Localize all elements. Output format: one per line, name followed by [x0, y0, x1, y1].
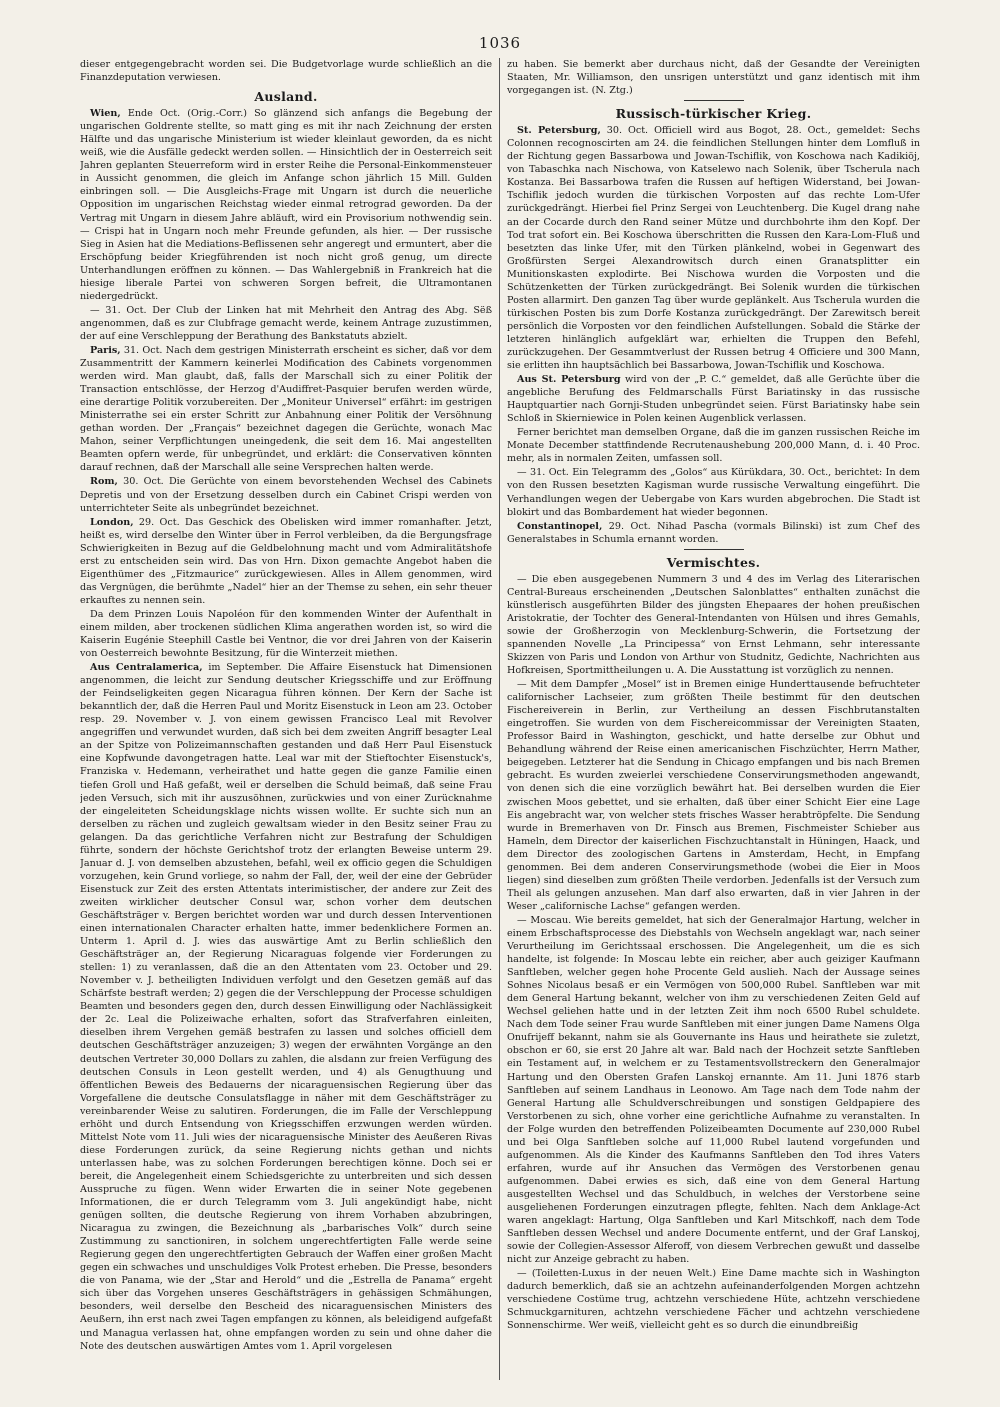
left-intro-text: dieser entgegengebracht worden sei. Die Budgetvorlage wurde schließlich an die Finanzdeputation verwiesen. — [80, 59, 492, 84]
section-divider — [684, 100, 744, 101]
article-text: Ferner berichtet man demselben Organe, daß die im ganzen russischen Reiche im Monate December stattfindende Recrutenaushebung 200,000 Mann, d. i. 40 Proc. mehr, als in normalen Zeiten, umfassen soll. — [507, 427, 920, 465]
dateline-place: St. Petersburg, — [517, 125, 601, 137]
section-heading-krieg: Russisch-türkischer Krieg. — [615, 106, 812, 122]
dateline-place: Wien, — [90, 108, 121, 120]
dateline-place: Aus St. Petersburg — [517, 374, 621, 386]
article-text: 29. Oct. Nihad Pascha (vormals Bilinski) ist zum Chef des Generalstabes in Schumla ernannt worden. — [507, 520, 920, 545]
column-divider — [499, 58, 500, 1380]
dateline-place: London, — [90, 516, 134, 528]
article-paragraph — [507, 373, 920, 425]
article-paragraph — [507, 466, 920, 518]
section-divider — [684, 549, 744, 550]
article-paragraph — [80, 516, 492, 607]
article-paragraph — [507, 520, 920, 546]
dateline-place: Constantinopel, — [517, 520, 603, 532]
article-paragraph — [80, 344, 492, 474]
misc-paragraph: — Moscau. Wie bereits gemeldet, hat sich der Generalmajor Hartung, welcher in einem Erbschaftsprocesse des Diebstahls von Wechseln angeklagt war, nach seiner Verurtheilung im Gerichtssaal erschossen. Die Angelegenheit, um die es sich handelte, ist folgende: In Moscau lebte ein reicher, aber auch geiziger Kaufmann Sanftleben, welcher gegen hohe Procente Geld auslieh. Nach der Aussage seines Sohnes Nicolaus besaß er ein Vermögen von 500,000 Rubel. Sanftleben war mit dem General Hartung bekannt, welcher von ihm zu verschiedenen Zeiten Geld auf Wechsel geliehen hatte und in der letzten Zeit ihm noch 6500 Rubel schuldete. Nach dem Tode seiner Frau wurde Sanftleben mit einer jungen Dame Namens Olga Onufrijeff bekannt, nahm sie als Gouvernante ins Haus und heirathete sie zuletzt, obschon er 60, sie erst 20 Jahre alt war. Bald nach der Hochzeit setzte Sanftleben ein Testament auf, in welchem er zu Testamentsvollstreckern den Generalmajor Hartung und den Obersten Grafen Lanskoj ernannte. Am 11. Juni 1876 starb Sanftleben auf seinem Landhaus in Leonowo. Am Tage nach dem Tode nahm der General Hartung alle Schuldverschreibungen und sonstigen Geldpapiere des Verstorbenen zu sich, ohne vorher eine gerichtliche Aufnahme zu veranstalten. In der Folge wurden den betreffenden Polizeibeamten Documente auf 230,000 Rubel und bei Olga Sanftleben solche auf 11,000 Rubel lautend vorgefunden und aufgenommen. Als die Kinder des Kaufmanns Sanftleben den Tod ihres Vaters erfahren, wurde auf ihr Ansuchen das Vermögen des Verstorbenen genau aufgenommen. Dabei erwies es sich, daß eine von dem General Hartung ausgestellten Wechsel und das Schuldbuch, in welches der Verstorbene seine ausgeliehenen Forderungen einzutragen pflegte, fehlten. Nach dem Anklage-Act waren angeklagt: Hartung, Olga Sanftleben und Karl Mitschkoff, nach dem Tode Sanftleben dessen Wechsel und andere Documente entfernt, und der Graf Lanskoj, sowie der Collegien-Assessor Alferoff, von diesem Verbrechen gewußt und dasselbe nicht zur Anzeige gebracht zu haben. — [507, 914, 920, 1266]
right-column — [507, 58, 920, 1378]
article-text: 30. Oct. Officiell wird aus Bogot, 28. Oct., gemeldet: Sechs Colonnen recognoscirten am 24. die feindlichen Stellungen hinter dem Lomfluß in der Richtung gegen Bassarbowa und Jowan-Tschiflik, von Koschowa nach Kadikiöj, von Tabaschka nach Nischowa, von Katselewo nach Solenik, über Tscherula nach Kostanza. Bei Bassarbowa trafen die Russen auf heftigen Widerstand, bei Jowan-Tschiflik jedoch wurden die türkischen Vorposten auf das rechte Lom-Ufer zurückgedrängt. Hierbei fiel Prinz Sergei von Leuchtenberg. Die Kugel drang nahe an der Cocarde durch den Rand seiner Mütze und durchbohrte ihm den Kopf. Der Tod trat sofort ein. Bei Koschowa überschritten die Russen den Kara-Lom-Fluß und besetzten das linke Ufer, mit den Türken plänkelnd, wobei in Gegenwart des Großfürsten Sergei Alexandrowitsch durch einen Granatsplitter ein Munitionskasten explodirte. Bei Nischowa wurden die Vorposten und die Schützenketten der Türken zurückgedrängt. Bei Solenik wurden die türkischen Posten allarmirt. Den ganzen Tag über wurde geplänkelt. Aus Tscherula wurden die türkischen Posten bis zum Dorfe Kostanza zurückgedrängt. Der Zarewitsch bereit persönlich die Vorposten vor den feindlichen Aufstellungen. Sobald die Stärke der letzteren hinlänglich aufgeklärt war, erhielten die Truppen den Befehl, zurückzugehen. Der Gesammtverlust der Russen betrug 4 Officiere und 300 Mann, sie erlitten ihn hauptsächlich bei Bassarbowa, Jowan-Tschiflik und Koschowa. — [507, 125, 920, 372]
misc-paragraph: — (Toiletten-Luxus in der neuen Welt.) Eine Dame machte sich in Washington dadurch bemerklich, daß sie an achtzehn aufeinanderfolgenden Morgen achtzehn verschiedene Costüme trug, achtzehn verschiedene Hüte, achtzehn verschiedene Schmuckgarnituren, achtzehn verschiedene Fächer und achtzehn verschiedene Sonnenschirme. Wer weiß, vielleicht geht es so durch die einundbreißig — [507, 1268, 920, 1332]
dateline-place: Rom, — [90, 476, 118, 488]
article-text: Ende Oct. (Orig.-Corr.) So glänzend sich anfangs die Begebung der ungarischen Goldrente stellte, so matt ging es mit ihr nach Zeichnung der ersten Hälfte und das ungarische Ministerium ist wieder kleinlaut geworden, da es nicht weiß, wie die Ausfälle gedeckt werden sollen. — Hinsichtlich der in Oesterreich seit Jahren geplanten Steuerreform wird in erster Reihe die Personal-Einkommensteuer in Aussicht genommen, die gleich im Anfange schon jährlich 15 Mill. Gulden einbringen soll. — Die Ausgleichs-Frage mit Ungarn ist durch die neuerliche Opposition im ungarischen Reichstag wieder einmal retrograd geworden. Da der Vertrag mit Ungarn in diesem Jahre abläuft, wird ein Provisorium nothwendig sein. — Crispi hat in Ungarn noch mehr Freunde gefunden, als hier. — Der russische Sieg in Asien hat die Mediations-Beflissenen sehr angeregt und ermuntert, aber die Erschöpfung beider Kriegführenden ist noch nicht groß genug, um directe Unterhandlungen eröffnen zu können. — Das Wahlergebniß in Frankreich hat die hiesige liberale Partei von schweren Sorgen befreit, die Ultramontanen niedergedrückt. — [80, 108, 492, 302]
page-number: 1036 — [478, 34, 522, 52]
article-paragraph — [80, 107, 492, 303]
dateline-place: Aus Centralamerica, — [90, 662, 203, 674]
misc-paragraph: — Die eben ausgegebenen Nummern 3 und 4 des im Verlag des Literarischen Central-Bureaus erscheinenden „Deutschen Salonblattes“ enthalten zunächst die künstlerisch ausgeführten Bilder des jüngsten Ehepaares der hohen preußischen Aristokratie, der Tochter des General-Intendanten von Hülsen und ihres Gemahls, sowie der Großherzogin von Mecklenburg-Schwerin, die Fortsetzung der spannenden Novelle „La Principessa“ von Ernst Lehmann, sehr interessante Skizzen von Paris und London von Arthur von Studnitz, Gedichte, Nachrichten aus Hofkreisen, Sportmittheilungen u. A. Die Ausstattung ist vorzüglich zu nennen. — [507, 573, 920, 677]
article-text: 31. Oct. Nach dem gestrigen Ministerrath erscheint es sicher, daß vor dem Zusammentritt der Kammern keinerlei Modification des Cabinets vorgenommen werden wird. Man glaubt, daß, falls der Marschall sich zu einer Politik der Transaction entschlösse, der Herzog d'Audiffret-Pasquier berufen werden würde, eine derartige Politik vorzubereiten. Der „Moniteur Universel“ erfährt: im gestrigen Ministerrathe sei ein erster Schritt zur Anbahnung einer Politik der Versöhnung gethan worden. Der „Français“ bezeichnet dagegen die Gerüchte, wonach Mac Mahon, seiner Verpflichtungen uneingedenk, die seit dem 16. Mai angestellten Beamten opfern werde, für unbegründet, und erklärt: die Conservativen könnten darauf rechnen, daß der Marschall alle seine Versprechen halten werde. — [80, 344, 492, 474]
article-text: Da dem Prinzen Louis Napoléon für den kommenden Winter der Aufenthalt in einem milden, aber trockenen südlichen Klima angerathen worden ist, so wird die Kaiserin Eugénie Steephill Castle bei Ventnor, die vor drei Jahren von der Kaiserin von Oesterreich bewohnte Besitzung, für die Winterzeit miethen. — [80, 608, 492, 660]
article-paragraph — [507, 124, 920, 372]
article-text: — 31. Oct. Der Club der Linken hat mit Mehrheit den Antrag des Abg. Sëß angenommen, daß es zur Clubfrage gemacht werde, keinem Antrage zuzustimmen, der auf eine Verschleppung der Berathung des Bankstatuts abzielt. — [80, 304, 492, 342]
article-text: — 31. Oct. Ein Telegramm des „Golos“ aus Kürükdara, 30. Oct., berichtet: In dem von den Russen besetzten Kagisman wurde russische Verwaltung eingeführt. Die Verhandlungen wegen der Uebergabe von Kars wurden abgebrochen. Die Stadt ist blokirt und das Bombardement hat wieder begonnen. — [507, 467, 920, 518]
article-paragraph — [80, 475, 492, 514]
misc-paragraph: — Mit dem Dampfer „Mosel“ ist in Bremen einige Hunderttausende befruchteter californischer Lachseier, zum größten Theile bestimmt für den deutschen Fischereiverein in Berlin, zur Vertheilung an dessen Fischbrutanstalten eingetroffen. Sie wurden von dem Fischereicommissar der Vereinigten Staaten, Professor Baird in Washington, geschickt, und hatte derselbe zur Obhut und Behandlung während der Reise einen americanischen Fischzüchter, Herrn Mather, beigegeben. Letzterer hat die Sendung in Chicago empfangen und bis nach Bremen gebracht. Es wurden zweierlei verschiedene Conservirungsmethoden angewandt, von denen sich die eine vorzüglich bewährt hat. Bei derselben wurden die Eier zwischen Moos gebettet, und sie erhalten, daß über einer Schicht Eier eine Lage Eis angebracht war, von welcher stets frisches Wasser herabtröpfelte. Die Sendung wurde in Bremerhaven von Dr. Finsch aus Bremen, Fischmeister Schieber aus Hameln, dem Director der kaiserlichen Fischzuchtanstalt in Hüningen, Haack, und dem Director des zoologischen Gartens in Amsterdam, Hecht, in Empfang genommen. Bei dem anderen Conservirungsmethode (wobei die Eier in Moos liegen) sind dieselben zum größten Theile verdorben. Jedenfalls ist der Versuch zum Theil als gelungen anzusehen. Man darf also erwarten, daß in vier Jahren in der Weser „californische Lachse“ gefangen werden. — [507, 679, 920, 912]
article-paragraph — [80, 661, 492, 1352]
section-heading-ausland: Ausland. — [254, 89, 318, 105]
article-text: 29. Oct. Das Geschick des Obelisken wird immer romanhafter. Jetzt, heißt es, wird derselbe den Winter über in Ferrol verbleiben, da die Bergungsfrage Schwierigkeiten in Bezug auf die Geldbelohnung macht und vom Admiralitätshofe erst zu entscheiden sein wird. Das von Hrn. Dixon gemachte Angebot haben die Eigenthümer des „Fitzmaurice“ zurückgewiesen. Alles in Allem genommen, wird das Vergnügen, die berühmte „Nadel“ hier an der Themse zu sehen, ein sehr theuer erkauftes zu nennen sein. — [80, 516, 492, 606]
right-intro-text: zu haben. Sie bemerkt aber durchaus nicht, daß der Gesandte der Vereinigten Staaten, Mr. Williamson, den unsrigen unterstützt und ganz identisch mit ihm vorgegangen ist. (N. Ztg.) — [507, 59, 920, 97]
article-paragraph — [507, 426, 920, 465]
section-heading-vermischtes: Vermischtes. — [666, 554, 761, 570]
article-text: 30. Oct. Die Gerüchte von einem bevorstehenden Wechsel des Cabinets Depretis und von der Ersetzung desselben durch ein Cabinet Crispi werden von unterrichteter Seite als unbegründet bezeichnet. — [80, 476, 492, 514]
dateline-place: Paris, — [90, 344, 121, 356]
article-paragraph — [80, 304, 492, 343]
article-paragraph — [80, 608, 492, 660]
left-column — [80, 58, 492, 1378]
article-text: wird von der „P. C.“ gemeldet, daß alle Gerüchte über die angebliche Berufung des Feldmarschalls Fürst Bariatinsky in das russische Hauptquartier nach Gornji-Studen unbegründet seien. Fürst Bariatinsky habe sein Schloß in Skierniewice in Polen keinen Augenblick verlassen. — [507, 374, 920, 425]
article-text: im September. Die Affaire Eisenstuck hat Dimensionen angenommen, die leicht zur Sendung deutscher Kriegsschiffe und zur Eröffnung der Feindseligkeiten gegen Nicaragua führen können. Der Kern der Sache ist bekanntlich der, daß die Herren Paul und Moritz Eisenstuck in Leon am 23. October resp. 29. November v. J. von einem gewissen Francisco Leal mit Revolver angegriffen und verwundet wurden, daß sich bei dem zweiten Angriff besagter Leal an der Spitze von Polizeimannschaften gestanden und daß Herr Paul Eisenstuck eine Kopfwunde davongetragen hatte. Leal war mit der Stieftochter Eisenstuck's, Franziska v. Hedemann, verheirathet und hatte gegen die ganze Familie einen tiefen Groll und Haß gefaßt, weil er derselben die Schuld beimaß, daß seine Frau jeden Versuch, sich mit ihr auszusöhnen, zurückwies und von einer Zurücknahme der eingeleiteten Scheidungsklage nichts wissen wollte. Er suchte sich nun an derselben zu rächen und zugleich gewaltsam wieder in den Besitz seiner Frau zu gelangen. Da das gerichtliche Verfahren nicht zur Bestrafung der Schuldigen führte, sondern der höchste Gerichtshof trotz der erlangten Beweise unterm 29. Januar d. J. von demselben abzustehen, befahl, weil ex officio gegen die Schuldigen vorzugehen, kein Grund vorliege, so nahm der Fall, der, weil der eine der Gebrüder Eisenstuck zur Zeit des ersten Attentats interimistischer, der andere zur Zeit des zweiten wirklicher deutscher Consul war, schon vorher dem deutschen Geschäftsträger v. Bergen berichtet worden war und durch dessen Interventionen einen internationalen Character erhalten hatte, immer bedenklichere Formen an. Unterm 1. April d. J. wies das auswärtige Amt zu Berlin schließlich den Geschäftsträger an, der Regierung Nicaraguas folgende vier Forderungen zu stellen: 1) zu veranlassen, daß die an den Attentaten vom 23. October und 29. November v. J. betheiligten Individuen verfolgt und den Gesetzen gemäß auf das Schärfste bestraft werden; 2) gegen die der Verschleppung der Processe schuldigen Beamten und besonders gegen den, durch dessen Einwilligung oder Nachlässigkeit der 2c. Leal die Polizeiwache erhalten, sofort das Strafverfahren einleiten, dieselben ihrem Vergehen gemäß bestrafen zu lassen und solches officiell dem deutschen Geschäftsträger anzuzeigen; 3) wegen der erwähnten Vorgänge an den deutschen Vertreter 30,000 Dollars zu zahlen, die alsdann zur freien Verfügung des deutschen Consuls in Leon gestellt werden, und 4) als Genugthuung und öffentlichen Beweis des Bedauerns der nicaraguensischen Regierung über das Vorgefallene die deutsche Consulatsflagge in näher mit dem Geschäftsträger zu vereinbarender Weise zu salutiren. Forderungen, die im Falle der Verschleppung erhöht und durch Entsendung von Kriegsschiffen erzwungen werden würden. Mittelst Note vom 11. Juli wies der nicaraguensische Minister des Aeußeren Rivas diese Forderungen zurück, da seine Regierung nichts gethan und nichts unterlassen habe, was zu solchen Forderungen berechtigen könne. Doch sei er bereit, die Angelegenheit einem Schiedsgerichte zu unterbreiten und sich dessen Ausspruche zu fügen. Wenn wider Erwarten die in seiner Note gegebenen Informationen, die er durch Telegramm vom 3. Juli angekündigt habe, nicht genügen sollten, die deutsche Regierung von ihrem Vorhaben abzubringen, Nicaragua zu zwingen, die Bezeichnung als „barbarisches Volk“ durch seine Zustimmung zu sanctioniren, in solchem ungerechtfertigten Falle werde seine Regierung gegen den ungerechtfertigten Gebrauch der Waffen einer großen Macht gegen ein schwaches und unschuldiges Volk Protest erheben. Die Presse, besonders die von Panama, wie der „Star and Herold“ und die „Estrella de Panama“ ergeht sich über das Vorgehen unseres Geschäftsträgers in gehässigen Schmähungen, besonders, weil derselbe den Bescheid des nicaraguensischen Ministers des Aeußern, ihn erst nach zwei Tagen empfangen zu können, als beleidigend aufgefaßt und Managua verlassen hat, ohne empfangen worden zu sein und ohne daher die Note des deutschen auswärtigen Amtes vom 1. April vorgelesen — [80, 662, 492, 1352]
